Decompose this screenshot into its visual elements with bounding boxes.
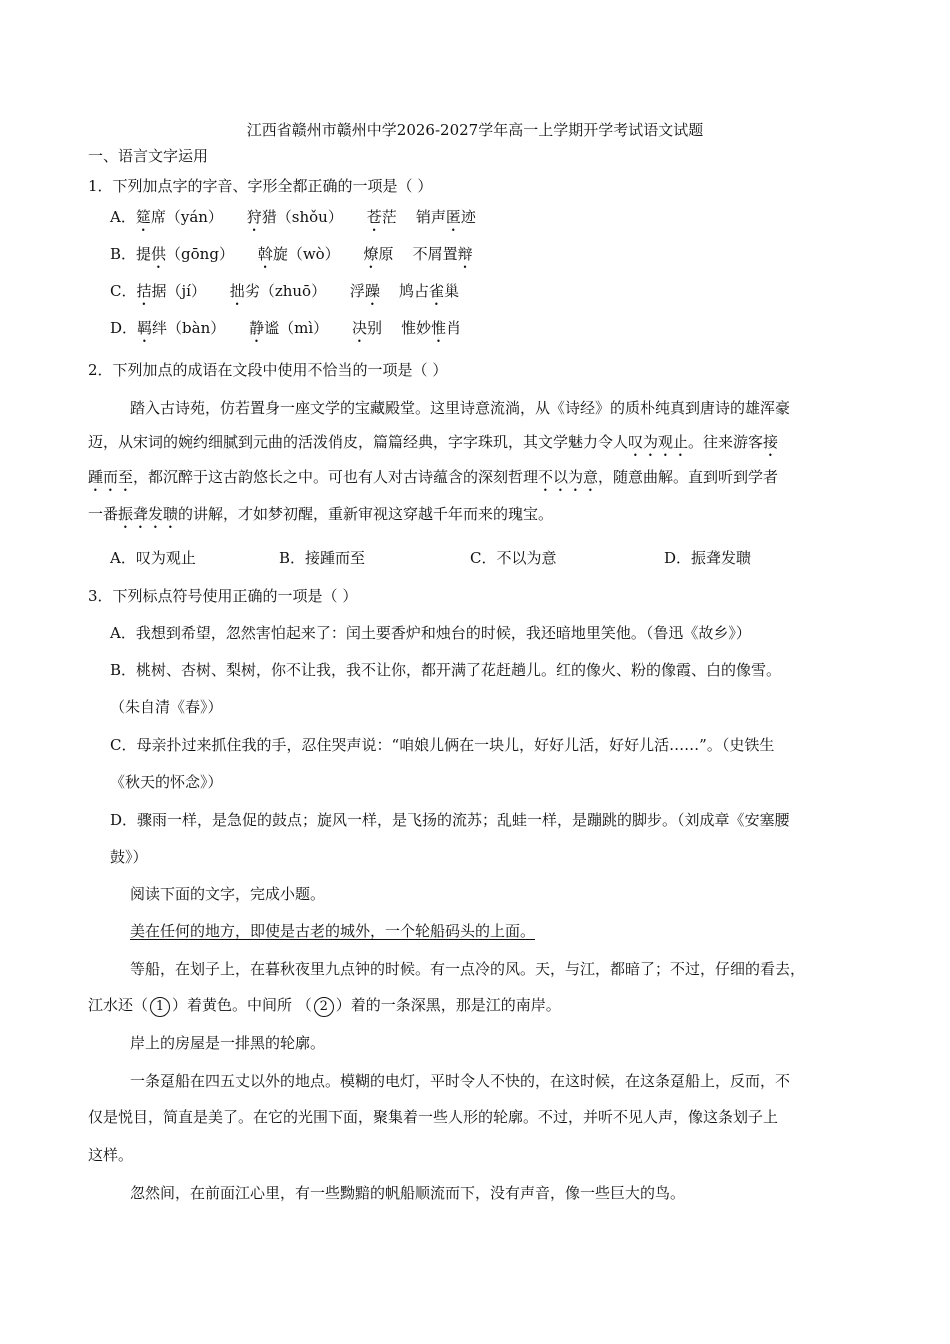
q3-option-c-line-2: 《秋天的怀念》）: [110, 773, 223, 791]
reading-intro: 阅读下面的文字，完成小题。: [130, 885, 326, 903]
q1-option-a: A．筵席（yán） 狩猎（shǒu） 苍茫 销声匿迹: [110, 208, 476, 226]
reading-paragraph-1-line-1: 等船，在划子上，在暮秋夜里九点钟的时候。有一点冷的风。天，与江，都暗了；不过，仔细的看去，: [130, 960, 806, 978]
q1-option-d: D．羁绊（bàn） 静谧（mì） 决别 惟妙惟肖: [110, 319, 462, 337]
q3-option-b-line-1: B．桃树、杏树、梨树，你不让我，我不让你，都开满了花赶趟儿。红的像火、粉的像霞、白的像雪。: [110, 661, 782, 679]
q1-option-c: C．拮据（jí） 拙劣（zhuō） 浮躁 鸠占雀巢: [110, 282, 460, 300]
reading-paragraph-1-line-2: 江水还（ 1 ）着黄色。中间所 （ 2 ）着的一条深黑，那是江的南岸。: [88, 995, 561, 1017]
reading-paragraph-3-line-3: 这样。: [88, 1146, 134, 1164]
q1-option-b: B．提供（gōng） 斡旋（wò） 燎原 不屑置辩: [110, 245, 473, 263]
reading-underlined-line: 美在任何的地方，即使是古老的城外，一个轮船码头的上面。: [130, 922, 536, 940]
q3-option-d-line-1: D．骤雨一样，是急促的鼓点；旋风一样，是飞扬的流苏；乱蛙一样，是蹦跳的脚步。（刘成章《安塞腰: [110, 811, 790, 829]
q2-option-c: C．不以为意: [470, 549, 557, 567]
q2-passage-line-2: 迈，从宋词的婉约细腻到元曲的活泼俏皮，篇篇经典，字字珠玑，其文学魅力令人叹为观止。往来游客接: [88, 433, 779, 451]
reading-paragraph-4: 忽然间，在前面江心里，有一些黝黯的帆船顺流而下，没有声音，像一些巨大的鸟。: [130, 1184, 686, 1202]
section-heading: 一、语言文字运用: [88, 147, 209, 165]
q2-passage-line-3: 踵而至，都沉醉于这古韵悠长之中。可也有人对古诗蕴含的深刻哲理不以为意，随意曲解。直到听到学者: [88, 468, 779, 486]
q2-option-b: B．接踵而至: [279, 549, 366, 567]
q3-option-b-line-2: （朱自清《春》）: [110, 698, 223, 716]
exam-title: 江西省赣州市赣州中学2026-2027学年高一上学期开学考试语文试题: [246, 121, 704, 139]
q2-option-d: D．振聋发聩: [664, 549, 752, 567]
q2-passage-line-4: 一番振聋发聩的讲解，才如梦初醒，重新审视这穿越千年而来的瑰宝。: [88, 505, 554, 523]
reading-paragraph-2: 岸上的房屋是一排黑的轮廓。: [130, 1034, 326, 1052]
blank-1-marker: 1: [150, 997, 170, 1017]
question-3-stem: 3．下列标点符号使用正确的一项是（ ）: [88, 587, 358, 605]
question-2-stem: 2．下列加点的成语在文段中使用不恰当的一项是（ ）: [88, 361, 448, 379]
q3-option-d-line-2: 鼓》）: [110, 848, 148, 866]
question-1-stem: 1．下列加点字的字音、字形全都正确的一项是（ ）: [88, 177, 433, 195]
q3-option-c-line-1: C．母亲扑过来抓住我的手，忍住哭声说：“咱娘儿俩在一块儿，好好儿活，好好儿活……”。（史铁生: [110, 736, 775, 754]
blank-2-marker: 2: [314, 997, 334, 1017]
reading-paragraph-3-line-1: 一条趸船在四五丈以外的地点。模糊的电灯，平时令人不快的，在这时候，在这条趸船上，反而，不: [130, 1072, 791, 1090]
q3-option-a: A．我想到希望，忽然害怕起来了：闰土要香炉和烛台的时候，我还暗地里笑他。（鲁迅《故乡》）: [110, 624, 751, 642]
q2-option-a: A．叹为观止: [110, 549, 196, 567]
q2-passage-line-1: 踏入古诗苑，仿若置身一座文学的宝藏殿堂。这里诗意流淌，从《诗经》的质朴纯真到唐诗的雄浑豪: [130, 399, 791, 417]
reading-paragraph-3-line-2: 仅是悦目，简直是美了。在它的光围下面，聚集着一些人形的轮廓。不过，并听不见人声，像这条划子上: [88, 1108, 779, 1126]
